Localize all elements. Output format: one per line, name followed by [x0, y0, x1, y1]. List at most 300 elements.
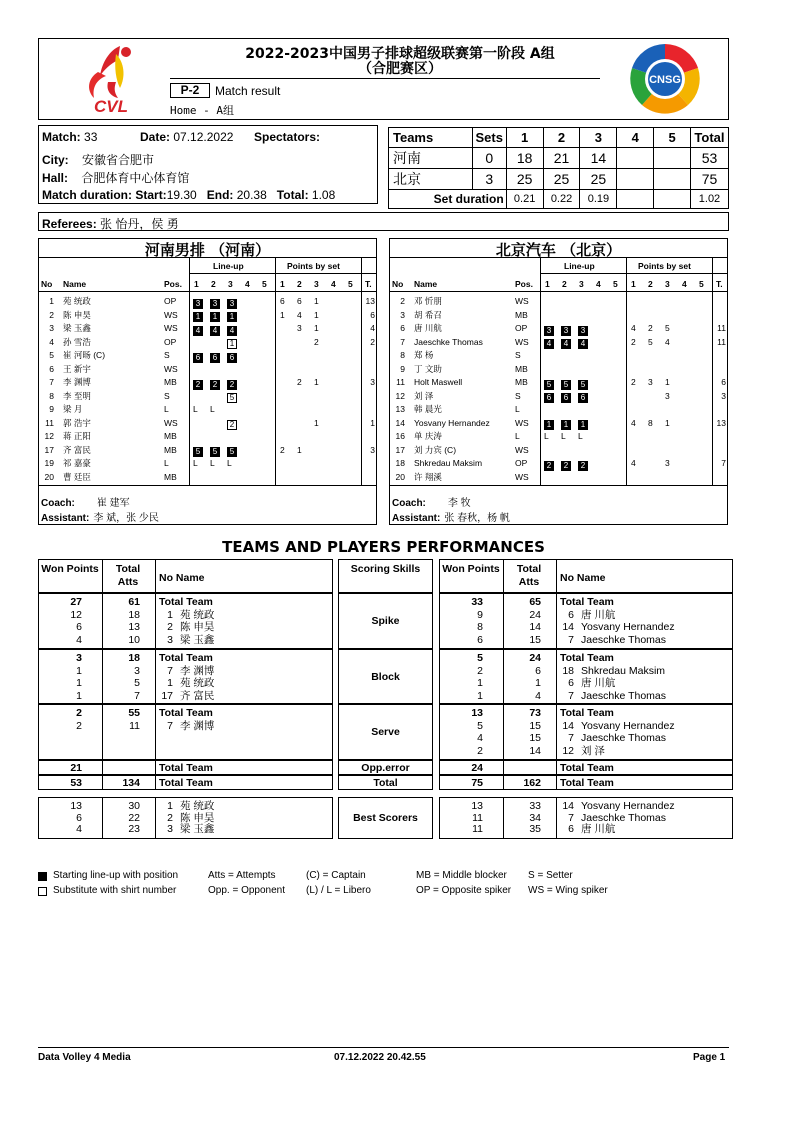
spike-won: 8: [477, 621, 483, 633]
player-name: 孙 雪浩: [63, 336, 91, 347]
player-position: OP: [515, 323, 528, 333]
spike-atts: 61: [128, 596, 140, 608]
player-name: Total Team: [560, 707, 614, 719]
starting-position-box: [193, 378, 209, 389]
score-cell: 14: [580, 148, 617, 169]
match-number: 33: [84, 130, 98, 144]
player-number: 14: [395, 417, 405, 428]
city-label: City:: [42, 153, 69, 167]
player-name: 苑 统政: [63, 296, 91, 306]
perf-col-line: [102, 559, 103, 593]
skill-label: Spike: [371, 615, 400, 627]
player-position: S: [515, 350, 521, 360]
col-teams: Teams: [389, 128, 473, 148]
starting-position-box: [210, 324, 226, 335]
player-name: 陈 申昊: [180, 621, 215, 633]
set-duration: 0.22: [543, 190, 580, 209]
player-number: 7: [568, 633, 574, 646]
points-set-col: 1: [631, 279, 636, 289]
spike-won: 27: [70, 596, 82, 608]
spike-atts: 15: [529, 633, 541, 646]
legend-item: (C) = Captain: [306, 870, 366, 881]
player-name: 梁 月: [63, 404, 83, 414]
points-set-col: 2: [648, 279, 653, 289]
starting-position: 2: [561, 461, 571, 471]
starting-position-box: [193, 351, 209, 362]
spectators-label: Spectators:: [254, 130, 321, 144]
score-cell: 25: [580, 169, 617, 190]
starting-position: 1: [210, 312, 220, 322]
player-number: 7: [400, 336, 405, 347]
total-won: 53: [70, 777, 82, 789]
player-name: 祁 嘉豪: [63, 458, 91, 468]
col-name: Name: [414, 279, 438, 289]
player-name: Total Team: [159, 596, 213, 608]
set-points: 1: [665, 377, 670, 387]
opp-won: 21: [70, 762, 82, 774]
starting-position: 2: [193, 380, 203, 390]
perf-col-line: [155, 760, 156, 775]
player-name: Yosvany Hernandez: [581, 621, 675, 633]
starting-position: 5: [193, 447, 203, 457]
player-total: [363, 471, 375, 485]
doc-subtitle: Home - A组: [170, 104, 234, 117]
block-won: 2: [477, 664, 483, 677]
player-total: 3: [370, 444, 375, 455]
set-points: 2: [297, 377, 302, 387]
assistant-row: [392, 509, 510, 524]
best-won: 13: [471, 800, 483, 812]
block-atts: 18: [128, 652, 140, 664]
starting-position: 5: [561, 380, 571, 390]
doc-title: Match result: [215, 84, 281, 98]
player-name: Jaeschke Thomas: [581, 732, 667, 744]
best-atts: 35: [529, 823, 541, 835]
starting-position: 2: [210, 380, 220, 390]
player-name: 李 渊博: [180, 719, 215, 732]
player-name: Yosvany Hernandez: [414, 417, 490, 428]
set-points: 1: [314, 417, 319, 428]
cnsg-logo: [628, 42, 702, 116]
serve-atts: 14: [529, 744, 541, 757]
legend-item: MB = Middle blocker: [416, 870, 507, 881]
player-position: OP: [515, 458, 528, 468]
total-atts: 134: [122, 777, 140, 789]
player-position: S: [164, 350, 170, 360]
block-won: 5: [477, 652, 483, 664]
player-total: [714, 363, 726, 377]
starting-position-box: [544, 378, 560, 389]
score-row-home: [389, 148, 729, 169]
libero-mark: L: [578, 431, 583, 441]
perf-col-line: [556, 797, 557, 839]
starting-position-box: [210, 351, 226, 362]
starting-position: 4: [193, 326, 203, 336]
best-won: 11: [472, 823, 483, 835]
score-cell: [654, 148, 691, 169]
player-total: 7: [721, 458, 726, 468]
skill-label: Block: [371, 670, 400, 683]
set-duration-row: [389, 190, 729, 209]
starting-position-box: [227, 445, 243, 456]
player-total: 11: [717, 336, 726, 347]
legend-item: Atts = Attempts: [208, 870, 276, 881]
player-name: Jaeschke Thomas: [581, 689, 667, 702]
starting-position-box: [561, 391, 577, 402]
score-sets: 3: [472, 169, 506, 190]
col-sets: Sets: [472, 128, 506, 148]
substitute-box: [227, 337, 243, 348]
perf-col-line: [556, 704, 557, 760]
perf-col-line: [556, 559, 557, 593]
player-name: 胡 希召: [414, 309, 442, 320]
starting-position: 6: [561, 393, 571, 403]
player-name: 苑 统政: [180, 677, 215, 689]
opp-won: 24: [471, 762, 483, 774]
block-won: 1: [76, 664, 82, 677]
starting-position: 1: [193, 312, 203, 322]
spike-won: 33: [471, 596, 483, 608]
total-atts: 162: [523, 777, 541, 789]
starting-position: 3: [561, 326, 571, 336]
set-points: 3: [648, 377, 653, 387]
block-won: 3: [76, 652, 82, 664]
player-name: 许 翔溪: [414, 471, 442, 482]
starting-position: 1: [578, 420, 588, 430]
player-number: 6: [568, 823, 574, 835]
player-position: WS: [164, 417, 178, 428]
won-points-heading: Won Points: [442, 563, 500, 575]
total-label: Total:: [276, 188, 309, 202]
total-name: Total Team: [159, 777, 213, 789]
player-name: 齐 富民: [180, 689, 215, 702]
player-number: 11: [396, 377, 405, 387]
player-name: 韩 晨光: [414, 404, 442, 414]
substitute-number: 2: [227, 420, 237, 430]
starting-position: 6: [193, 353, 203, 363]
total-name: Total Team: [560, 777, 614, 789]
player-number: 2: [400, 296, 405, 306]
opp-name: Total Team: [159, 762, 213, 774]
block-atts: 3: [134, 664, 140, 677]
serve-won: 13: [471, 707, 483, 719]
footer-center: 07.12.2022 20.42.55: [334, 1052, 426, 1063]
player-total: [714, 403, 726, 417]
score-table: [388, 127, 729, 209]
set-points: 2: [314, 336, 319, 347]
starting-position-box: [210, 297, 226, 308]
skill-label: Total: [373, 777, 398, 789]
set-points: 3: [297, 323, 302, 333]
player-name: 丁 文助: [414, 363, 442, 374]
best-won: 13: [70, 800, 82, 812]
player-number: 1: [167, 608, 173, 621]
points-set-col: 4: [331, 279, 336, 289]
set-duration: [617, 190, 654, 209]
starting-position-box: [561, 378, 577, 389]
player-name: 梁 玉鑫: [180, 823, 215, 835]
player-position: MB: [164, 444, 177, 455]
starting-position: 3: [210, 299, 220, 309]
title-line-2: （合肥赛区）: [358, 61, 442, 77]
player-number: 11: [45, 417, 54, 428]
substitute-number: 5: [227, 393, 237, 403]
set-points: 1: [314, 377, 319, 387]
starting-position: 6: [544, 393, 554, 403]
end-label: End:: [206, 188, 234, 202]
total-atts-heading: Total Atts: [516, 563, 542, 588]
player-number: 7: [167, 664, 173, 677]
lineup-set-col: 5: [262, 279, 267, 289]
starting-position-box: [578, 418, 594, 429]
set-points: 1: [314, 323, 319, 333]
total-won: 75: [471, 777, 483, 789]
player-number: 3: [167, 633, 173, 646]
player-number: 6: [400, 323, 405, 333]
starting-position: 4: [210, 326, 220, 336]
player-total: 13: [365, 296, 375, 306]
starting-position-box: [544, 459, 560, 470]
spike-won: 12: [70, 608, 82, 621]
starting-position: 4: [561, 339, 571, 349]
roster-divider: [540, 273, 728, 274]
starting-position-box: [193, 297, 209, 308]
starting-position-box: [210, 378, 226, 389]
spike-atts: 65: [529, 596, 541, 608]
set-points: 2: [280, 444, 285, 455]
coach-row: [41, 494, 130, 509]
set-points: 4: [297, 309, 302, 320]
footer-line: [38, 1047, 729, 1048]
player-number: 12: [44, 431, 54, 441]
best-scorers-label: Best Scorers: [353, 812, 418, 824]
starting-position-box: [578, 324, 594, 335]
player-number: 1: [49, 296, 54, 306]
starting-position: 6: [210, 353, 220, 363]
legend-item: (L) / L = Libero: [306, 885, 371, 896]
player-number: 2: [49, 309, 54, 320]
player-number: 7: [568, 689, 574, 702]
set-points: 4: [631, 458, 636, 468]
player-number: 14: [562, 621, 574, 633]
set-duration: [654, 190, 691, 209]
points-set-col: 1: [280, 279, 285, 289]
serve-atts: 55: [128, 707, 140, 719]
player-name: 刘 泽: [414, 390, 434, 401]
starting-position: 3: [544, 326, 554, 336]
player-number: 8: [49, 390, 54, 401]
coach-row: [392, 494, 471, 509]
set-points: 4: [631, 323, 636, 333]
no-name-heading: No Name: [560, 572, 606, 584]
player-number: 8: [400, 350, 405, 360]
spike-atts: 10: [128, 633, 140, 646]
spike-atts: 14: [529, 621, 541, 633]
assistant-label: Assistant:: [392, 513, 441, 524]
player-number: 5: [49, 350, 54, 360]
starting-position: 4: [578, 339, 588, 349]
col-total: Total: [690, 128, 728, 148]
skill-label: Serve: [371, 726, 400, 738]
player-position: S: [515, 390, 521, 401]
player-number: 14: [562, 719, 574, 732]
coach-name: 李 牧: [447, 498, 471, 509]
legend-item: WS = Wing spiker: [528, 885, 608, 896]
set-points: 1: [314, 296, 319, 306]
duration-label: Match duration:: [42, 188, 132, 202]
legend-item: Opp. = Opponent: [208, 885, 286, 896]
perf-col-line: [155, 775, 156, 790]
set-points: 8: [648, 417, 653, 428]
lineup-set-col: 3: [228, 279, 233, 289]
score-cell: [654, 169, 691, 190]
starting-position: 1: [544, 420, 554, 430]
player-name: Total Team: [560, 652, 614, 664]
best-atts: 33: [529, 800, 541, 812]
footer-right: Page 1: [693, 1052, 726, 1063]
block-won: 1: [76, 689, 82, 702]
perf-col-line: [503, 559, 504, 593]
won-points-heading: Won Points: [41, 563, 99, 575]
starting-lineup-legend-square: [38, 872, 47, 881]
best-won: 11: [472, 811, 483, 824]
starting-position-box: [578, 459, 594, 470]
lineup-set-col: 3: [579, 279, 584, 289]
best-won: 6: [76, 811, 82, 824]
lineup-set-col: 2: [562, 279, 567, 289]
player-position: L: [164, 458, 169, 468]
starting-position: 5: [544, 380, 554, 390]
player-position: WS: [515, 444, 529, 455]
player-position: L: [164, 404, 169, 414]
scoring-skills-heading: Scoring Skills: [350, 563, 421, 575]
col-no: No: [392, 279, 404, 289]
skill-label: Opp.error: [361, 762, 410, 774]
lineup-heading: Line-up: [213, 261, 244, 271]
player-number: 17: [161, 689, 173, 702]
lineup-set-col: 2: [211, 279, 216, 289]
substitute-box: [227, 391, 243, 402]
cnsg-logo-text: CNSG: [649, 74, 681, 86]
player-total: 6: [721, 377, 726, 387]
points-set-col: 3: [314, 279, 319, 289]
player-number: 3: [167, 823, 173, 835]
starting-position-box: [544, 324, 560, 335]
perf-col-line: [556, 593, 557, 649]
serve-atts: 73: [529, 707, 541, 719]
player-number: 7: [167, 719, 173, 732]
set-duration-label: Set duration: [389, 190, 507, 209]
player-position: S: [164, 390, 170, 401]
set-points: 5: [648, 336, 653, 347]
player-name: 唐 川航: [581, 608, 616, 621]
player-name: 梁 玉鑫: [180, 633, 215, 646]
perf-col-line: [155, 559, 156, 593]
score-team: 北京: [389, 169, 473, 190]
opp-name: Total Team: [560, 762, 614, 774]
starting-position-box: [578, 378, 594, 389]
player-total: 13: [716, 417, 726, 428]
player-number: 14: [562, 800, 574, 812]
player-total: [363, 457, 375, 471]
libero-mark: L: [210, 404, 215, 414]
starting-position-box: [210, 310, 226, 321]
player-position: MB: [515, 363, 528, 374]
col-set1: 1: [506, 128, 543, 148]
roster-divider: [389, 291, 728, 292]
starting-position: 3: [227, 299, 237, 309]
substitute-box: [227, 418, 243, 429]
block-atts: 24: [529, 652, 541, 664]
player-number: 20: [395, 471, 405, 482]
player-total: [714, 295, 726, 309]
hall-value: 合肥体育中心体育馆: [81, 171, 190, 185]
score-header-row: [389, 128, 729, 148]
player-name: Total Team: [159, 707, 213, 719]
best-atts: 34: [529, 811, 541, 824]
starting-position: 2: [544, 461, 554, 471]
points-set-col: 4: [682, 279, 687, 289]
set-points: 2: [631, 336, 636, 347]
block-won: 1: [477, 677, 483, 689]
col-total: T.: [365, 279, 372, 289]
player-number: 6: [568, 677, 574, 689]
total-time: 1.08: [311, 188, 336, 202]
set-duration: 0.19: [580, 190, 617, 209]
substitute-legend-square: [38, 887, 47, 896]
player-number: 12: [562, 744, 574, 757]
player-total: 2: [370, 336, 375, 347]
player-name: 梁 玉鑫: [63, 323, 91, 333]
match-date: 07.12.2022: [173, 130, 234, 144]
legend-item: OP = Opposite spiker: [416, 885, 512, 896]
legend-item: S = Setter: [528, 870, 573, 881]
player-name: 唐 川航: [581, 677, 616, 689]
perf-col-line: [155, 593, 156, 649]
score-cell: [617, 148, 654, 169]
player-name: Jaeschke Thomas: [414, 336, 483, 347]
player-name: Total Team: [560, 596, 614, 608]
score-total: 75: [690, 169, 728, 190]
starting-position-box: [561, 337, 577, 348]
player-name: 单 庆涛: [414, 431, 442, 441]
team-name: 河南男排 （河南）: [144, 241, 271, 259]
col-pos: Pos.: [164, 279, 182, 289]
player-number: 20: [44, 471, 54, 482]
set-points: 4: [665, 336, 670, 347]
starting-position: 3: [193, 299, 203, 309]
player-position: OP: [164, 296, 177, 306]
assistant-name: 李 斌，张 少民: [93, 513, 159, 524]
referees-value: 张 怡丹，侯 勇: [100, 217, 179, 231]
starting-position-box: [561, 324, 577, 335]
coach-label: Coach:: [392, 498, 426, 509]
spike-atts: 18: [128, 608, 140, 621]
referees-label: Referees:: [42, 217, 97, 231]
score-cell: 21: [543, 148, 580, 169]
team-name: 北京汽车 （北京）: [495, 241, 622, 259]
player-name: 唐 川航: [414, 323, 442, 333]
roster-divider: [389, 485, 728, 486]
player-total: 11: [717, 323, 726, 333]
libero-mark: L: [544, 431, 549, 441]
perf-col-line: [155, 649, 156, 704]
city-value: 安徽省合肥市: [82, 153, 155, 167]
best-atts: 23: [128, 823, 140, 835]
set-points: 1: [665, 417, 670, 428]
starting-position: 3: [578, 326, 588, 336]
set-points: 2: [648, 323, 653, 333]
